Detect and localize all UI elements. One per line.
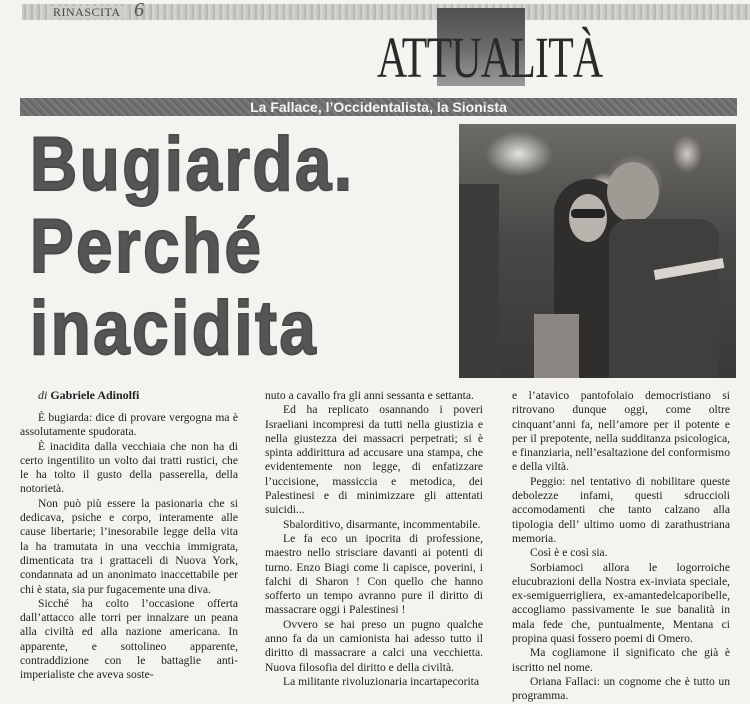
photo-figure-left [459,184,499,378]
paragraph: Sicché ha colto l’occasione offerta dall’attacco alle torri per innalzare un peana alla civiltà ed alla nazione americana. In apparente, e sottolineo apparente, contraddizione con le battaglie anti-imperialiste che aveva soste- [20,596,238,682]
section-title: ATTUALITÀ [377,25,603,90]
paragraph: Sorbiamoci allora le logorroiche elucubrazioni della Nostra ex-inviata speciale, ex-semiguerrigliera, ex-amantedelcaporibelle, accogliamo passivamente le sue banalità in mala fede che, puntualmente, Mentana ci propina quasi fossero poemi di Omero. [512,560,730,646]
news-photo [459,124,736,378]
photo-sunglasses [571,209,605,218]
headline [30,124,458,370]
paragraph: Ovvero se hai preso un pugno qualche anno fa da un camionista hai adesso tutto il diritto di massacrare a calci una vecchietta. Nuova filosofia del diritto e della civiltà. [265,617,483,674]
byline-author: Gabriele Adinolfi [50,388,140,402]
headline-line-3: inacidita [30,286,319,371]
paragraph: Ma cogliamone il significato che già è iscritto nel nome. [512,646,730,674]
paragraph: Peggio: nel tentativo di nobilitare queste debolezze infami, questi sdruccioli accomodamenti che tanto calzano alla tipologia dell’ ultimo uomo di zarathustriana memoria. [512,474,730,545]
byline [38,388,139,403]
paragraph: È bugiarda: dice di provare vergogna ma è assolutamente spudorata. [20,411,238,439]
article-column-2 [265,389,483,689]
masthead-strip [22,0,750,21]
newspaper-name: RINASCITA [50,6,124,19]
page-number: 6 [134,0,144,21]
headline-line-2: Perché [30,204,264,289]
photo-figure-man [607,162,659,222]
photo-figure-face [569,194,607,242]
paragraph: Le fa eco un ipocrita di professione, maestro nello strisciare davanti ai potenti di turno. Enzo Biagi come li capisce, poverini, i falchi di Sharon ! Con quello che hanno sofferto un tempo avranno pure il diritto di massacrare oggi i Palestinesi ! [265,531,483,617]
paragraph: Ed ha replicato osannando i poveri Israeliani incompresi da tutti nella giustizia e nella giustezza dei massacri perpetrati; si è spinta addirittura ad accusare una stampa, che evidentemente non legge, di enfatizzare l’uccisione, massiccia e metodica, dei Palestinesi e di minimizzare gli attentati suicidi... [265,403,483,517]
paragraph: La militante rivoluzionaria incartapecorita [283,674,480,688]
paragraph: Oriana Fallaci: un cognome che è tutto un programma. [512,674,730,703]
paragraph: È inacidita dalla vecchiaia che non ha di certo ingentilito un volto dai tratti rustici, che le ha tolto il gusto della passerella, della notorietà. [20,439,238,496]
paragraph-continued: e l’atavico pantofolaio democristiano si ritrovano dunque oggi, come oltre cinquant’anni fa, nell’amore per il potente e per il prepotente, nella sudditanza psicologica, e finanziaria, nell’esaltazione del conformismo e della viltà. [512,389,730,474]
paragraph: Così è e così sia. [530,546,608,560]
photo-figure-man-body [609,219,719,378]
kicker-text: La Fallace, l’Occidentalista, la Sionista [250,99,507,115]
paragraph-continued: nuto a cavallo fra gli anni sessanta e settanta. [265,389,474,402]
byline-prefix: di [38,388,48,402]
headline-line-1: Bugiarda. [30,122,355,207]
paragraph: Sbalorditivo, disarmante, incommentabile. [283,517,481,531]
article-column-3 [512,389,730,704]
kicker-bar [20,98,737,116]
paragraph: Non può più essere la pasionaria che si dedicava, psiche e corpo, interamente alle cause libertarie; l’inesorabile legge della vita la ha tramutata in una vecchia immigrata, dimenticata tra i grattaceli di Nuova York, condannata ad un anonimato inaccettabile per chi è stata, sia pur fugacemente una diva. [20,496,238,596]
article-column-1 [20,411,238,683]
photo-legs [534,314,579,378]
